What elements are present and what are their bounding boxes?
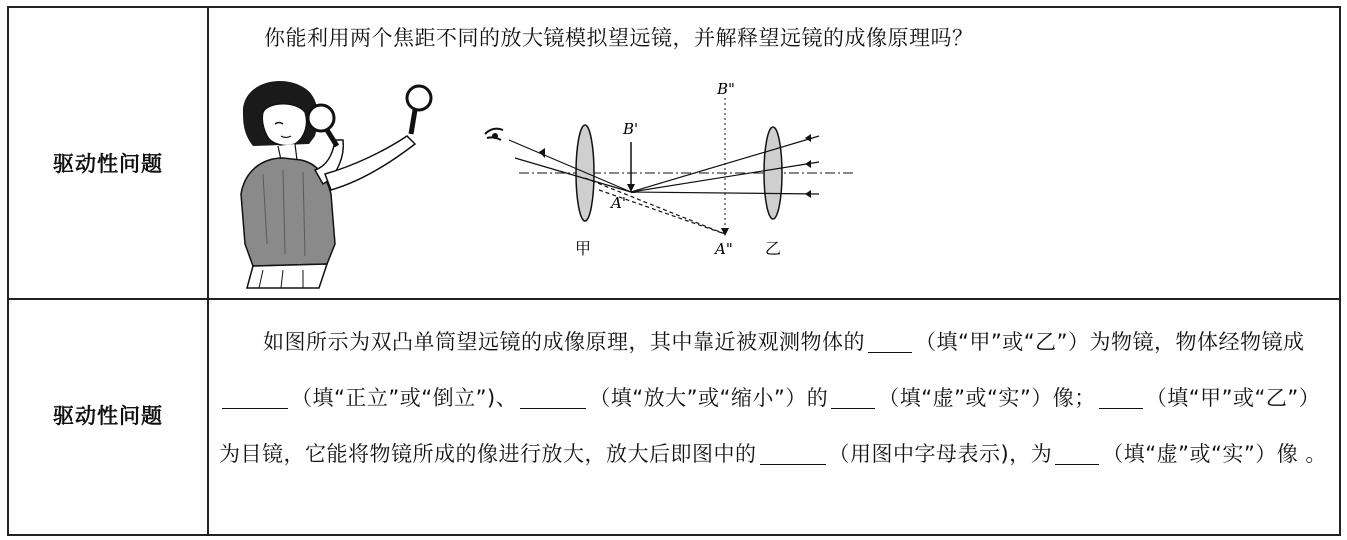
explanation-paragraph bbox=[219, 314, 1339, 482]
para-text-4: （填“放大”或“缩小”）的 bbox=[589, 386, 829, 410]
blank-3[interactable] bbox=[520, 386, 586, 409]
label-a-prime: A' bbox=[611, 194, 626, 212]
para-text-7: （用图中字母表示)，为 bbox=[828, 442, 1053, 466]
para-text-1: 如图所示为双凸单筒望远镜的成像原理，其中靠近被观测物体的 bbox=[263, 330, 865, 354]
label-b-prime: B' bbox=[623, 120, 639, 138]
telescope-ray-diagram bbox=[479, 78, 859, 278]
para-text-5: （填“虚”或“实”）像； bbox=[878, 386, 1096, 410]
blank-1[interactable] bbox=[868, 330, 912, 353]
blank-6[interactable] bbox=[760, 442, 826, 465]
row-divider bbox=[9, 298, 1339, 300]
column-divider bbox=[207, 8, 209, 534]
driving-question: 你能利用两个焦距不同的放大镜模拟望远镜，并解释望远镜的成像原理吗？ bbox=[264, 26, 974, 50]
label-a-double-prime: A" bbox=[715, 240, 733, 258]
blank-2[interactable] bbox=[222, 386, 288, 409]
para-text-2: （填“甲”或“乙”）为物镜，物体经物镜成 bbox=[915, 330, 1305, 354]
blank-7[interactable] bbox=[1055, 442, 1099, 465]
row-label-2: 驱动性问题 bbox=[53, 404, 163, 428]
para-text-3: （填“正立”或“倒立”)、 bbox=[291, 386, 518, 410]
label-lens-yi: 乙 bbox=[765, 239, 782, 258]
row-label-1: 驱动性问题 bbox=[53, 152, 163, 176]
question-table bbox=[7, 6, 1341, 536]
girl-with-magnifiers-illustration bbox=[223, 74, 443, 289]
blank-5[interactable] bbox=[1099, 386, 1143, 409]
para-text-8: （填“虚”或“实”）像 。 bbox=[1102, 442, 1327, 466]
para-text-6: （填“甲”或“乙”）为目镜，它能将物镜所成的像进行放大，放大后即图中的 bbox=[219, 386, 1321, 466]
label-b-double-prime: B" bbox=[717, 80, 735, 98]
label-lens-jia: 甲 bbox=[575, 239, 592, 258]
eye-icon bbox=[485, 129, 503, 140]
blank-4[interactable] bbox=[831, 386, 875, 409]
